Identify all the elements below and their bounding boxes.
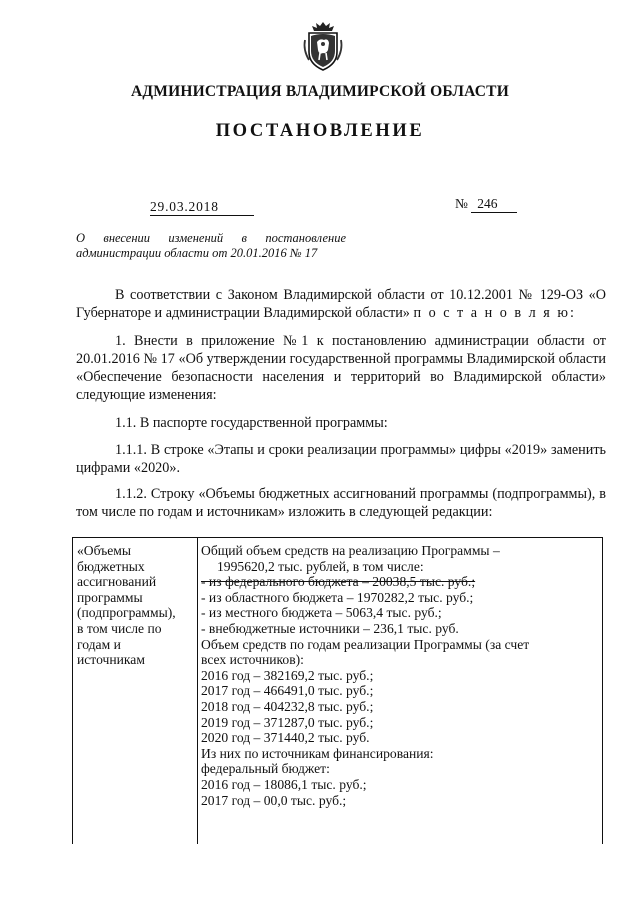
- document-date: 29.03.2018: [150, 199, 254, 216]
- document-subject: О внесении изменений в постановление администрации области от 20.01.2016 № 17: [76, 231, 346, 260]
- number-value: 246: [471, 196, 517, 213]
- document-number: [455, 196, 517, 213]
- year-2016-line: 2016 год – 382169,2 тыс. руб.;: [201, 667, 374, 683]
- row-title-cell: [73, 538, 198, 845]
- coat-of-arms-icon: [301, 20, 345, 72]
- preamble-text: В соответствии с Законом Владимирской области от 10.12.2001 № 129-ОЗ «О Губернаторе и администрации Владимирской области»: [76, 287, 606, 321]
- row-title-line: источникам: [77, 652, 145, 668]
- document-type-title: ПОСТАНОВЛЕНИЕ: [215, 121, 425, 141]
- row-title-line: в том числе по: [77, 620, 162, 636]
- preamble-paragraph: [76, 286, 606, 322]
- federal-budget-heading: федеральный бюджет:: [201, 761, 330, 777]
- row-title-line: «Объемы: [77, 543, 131, 558]
- federal-2016-line: 2016 год – 18086,1 тыс. руб.;: [201, 776, 367, 792]
- row-title-line: годам и: [77, 636, 121, 652]
- total-line: Общий объем средств на реализацию Программы –: [201, 543, 500, 558]
- by-years-heading: Объем средств по годам реализации Программы (за счет: [201, 636, 530, 652]
- row-title-line: ассигнований: [77, 574, 157, 590]
- decree-word: п о с т а н о в л я ю:: [413, 305, 576, 321]
- extra-budget-line: - внебюджетные источники – 236,1 тыс. руб.: [201, 620, 459, 636]
- passport-table: [72, 537, 603, 844]
- organization-title: АДМИНИСТРАЦИЯ ВЛАДИМИРСКОЙ ОБЛАСТИ: [131, 83, 509, 100]
- row-title-line: бюджетных: [77, 558, 145, 574]
- paragraph-1-1-1: 1.1.1. В строке «Этапы и сроки реализации программы» цифры «2019» заменить цифрами «2020».: [76, 442, 606, 476]
- year-2019-line: 2019 год – 371287,0 тыс. руб.;: [201, 714, 374, 730]
- year-2020-line: 2020 год – 371440,2 тыс. руб.: [201, 730, 370, 746]
- row-title-line: (подпрограммы),: [77, 605, 176, 621]
- by-sources-heading: Из них по источникам финансирования:: [201, 745, 434, 761]
- row-title-line: программы: [77, 589, 143, 605]
- paragraph-1-1: 1.1. В паспорте государственной программы:: [115, 415, 388, 431]
- regional-budget-line: - из областного бюджета – 1970282,2 тыс. руб.;: [201, 589, 474, 605]
- paragraph-1: 1. Внести в приложение №1 к постановлению администрации области от 20.01.2016 № 17 «Об утверждении государственной программы Владимирской области «Обеспечение безопасности населения и территорий во Владимирской области» следующие изменения:: [76, 333, 606, 403]
- federal-budget-line-struck: - из федерального бюджета – 20038,5 тыс. руб.;: [201, 574, 476, 590]
- federal-2017-line: 2017 год – 00,0 тыс. руб.;: [201, 792, 347, 808]
- paragraph-1-1-2: 1.1.2. Строку «Объемы бюджетных ассигнований программы (подпрограммы), в том числе по годам и источникам» изложить в следующей редакции:: [76, 486, 606, 520]
- year-2018-line: 2018 год – 404232,8 тыс. руб.;: [201, 698, 374, 714]
- total-amount-line: 1995620,2 тыс. рублей, в том числе:: [217, 558, 424, 574]
- year-2017-line: 2017 год – 466491,0 тыс. руб.;: [201, 683, 374, 699]
- by-years-heading-cont: всех источников):: [201, 652, 304, 668]
- table-row: [73, 538, 603, 845]
- row-value-cell: [198, 538, 603, 845]
- local-budget-line: - из местного бюджета – 5063,4 тыс. руб.;: [201, 605, 442, 621]
- number-sign: №: [455, 196, 468, 211]
